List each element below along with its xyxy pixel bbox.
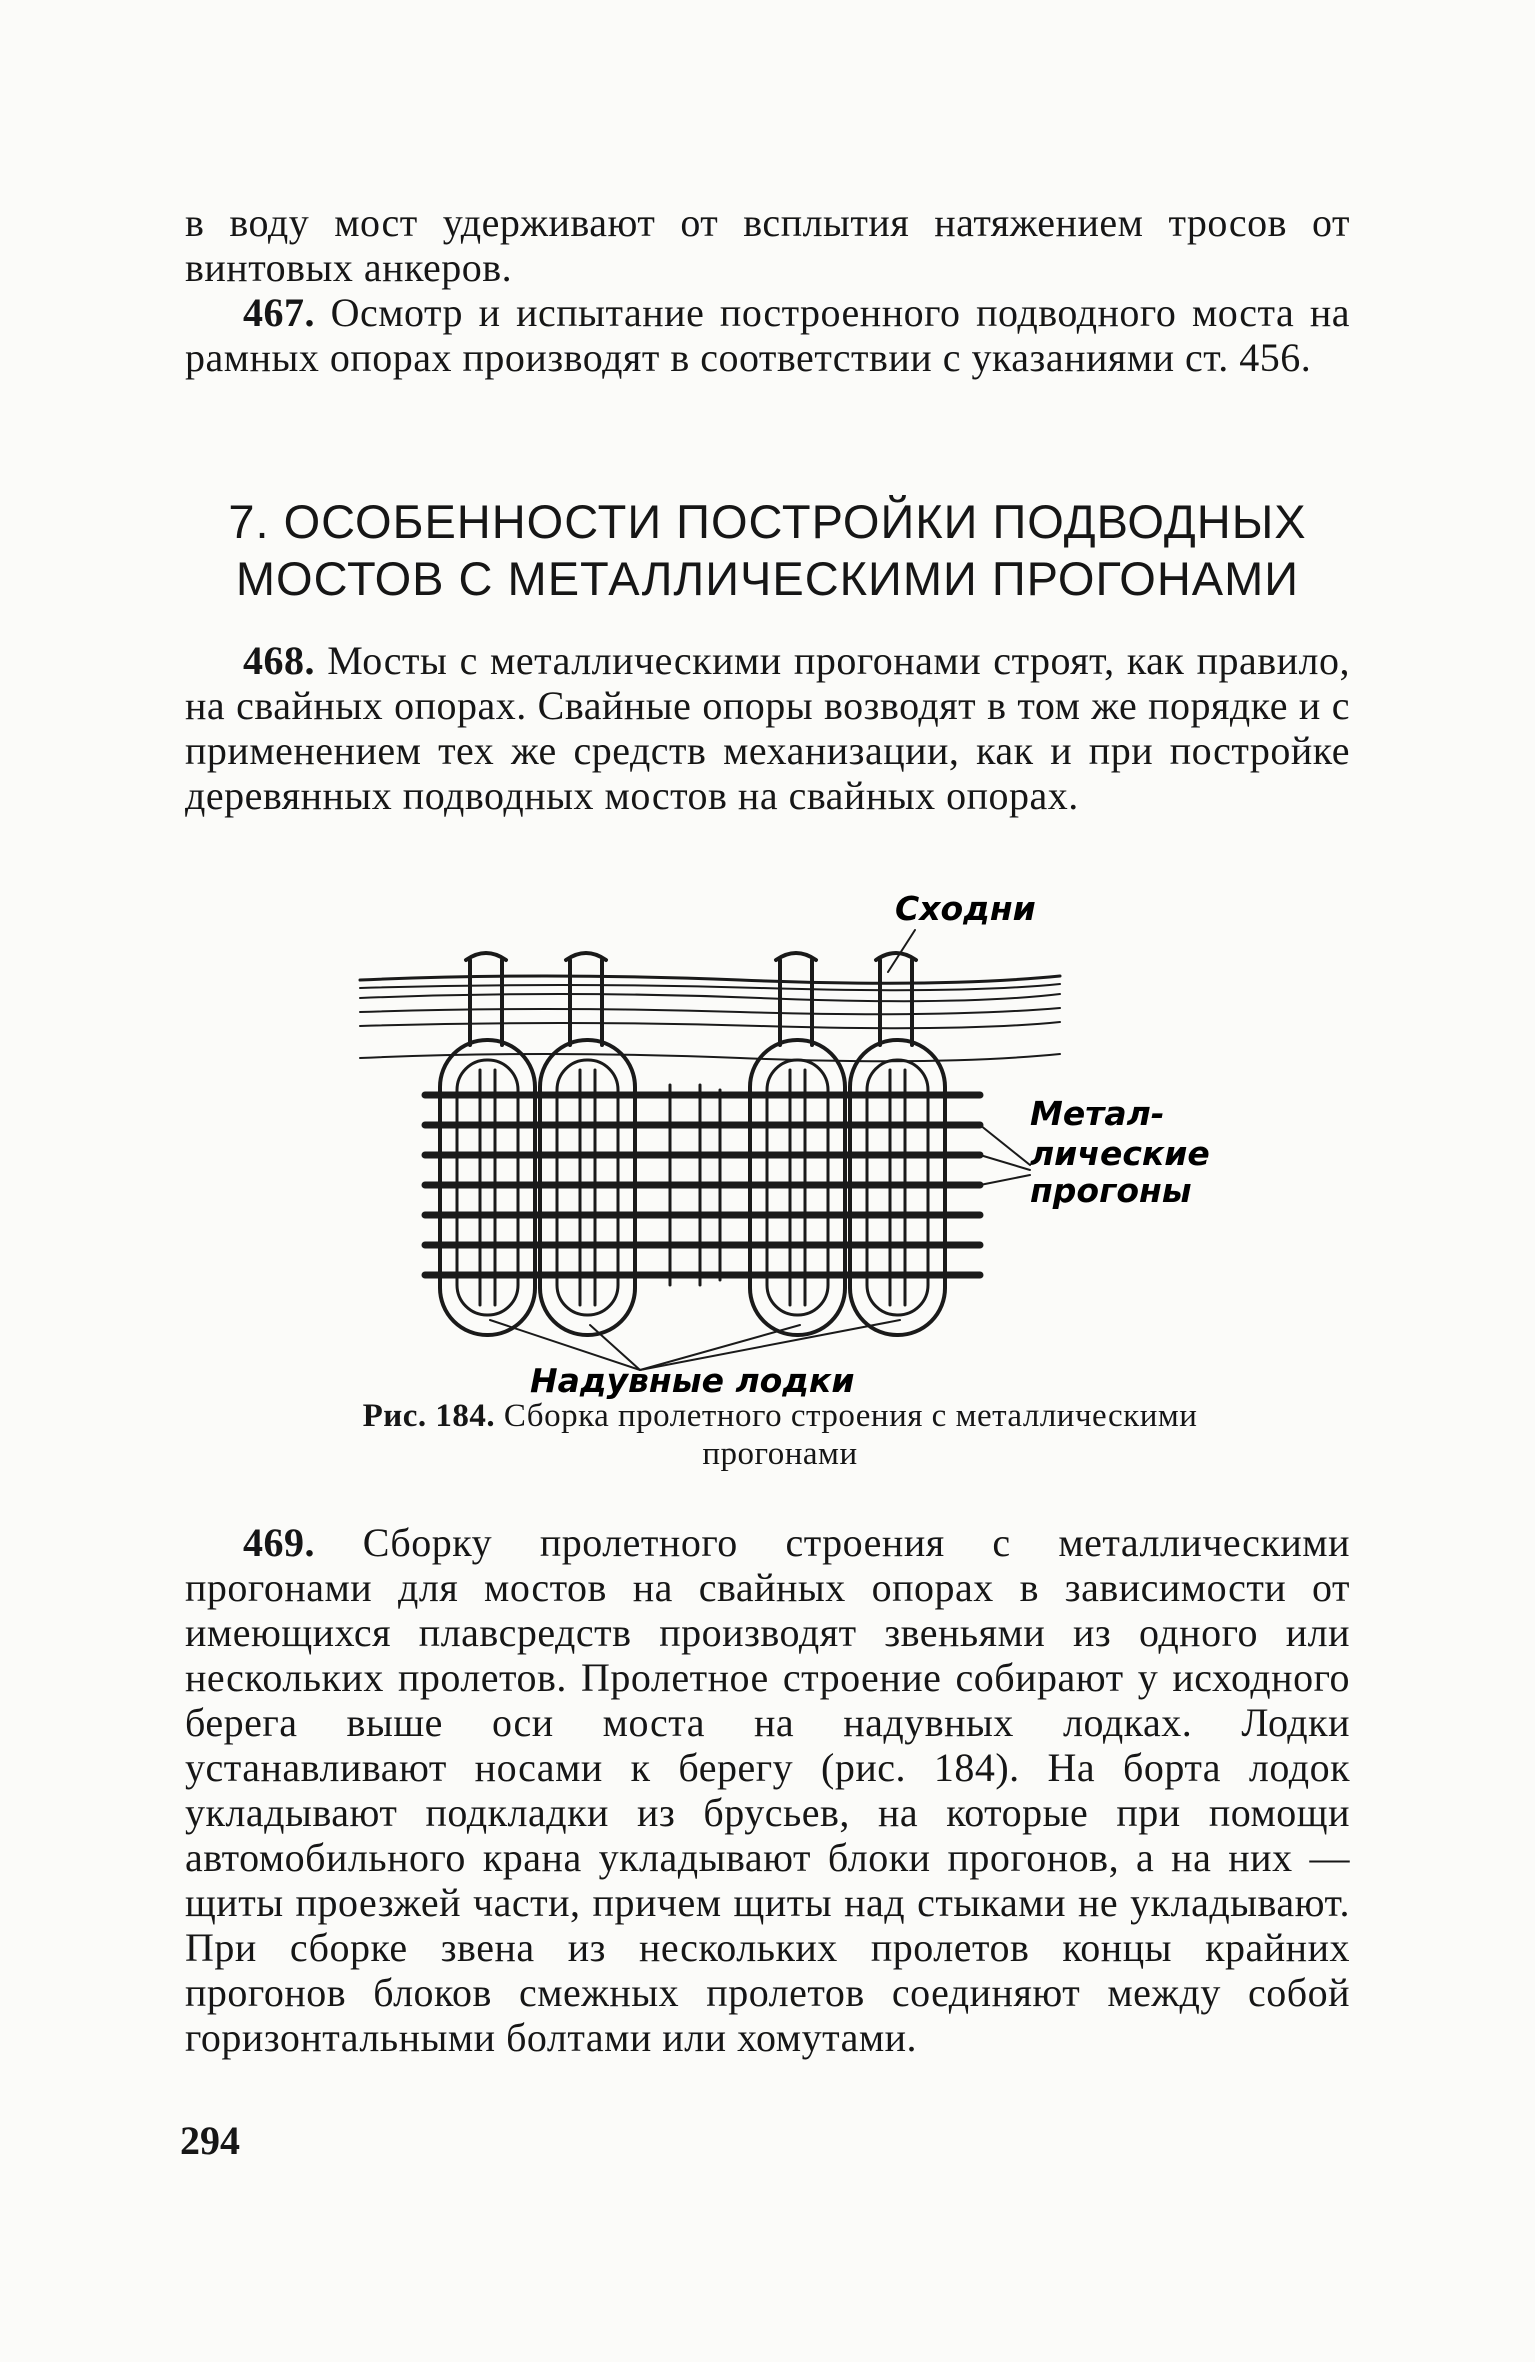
water-line [360,1022,1060,1028]
leader-lines-girders [980,1125,1030,1185]
caption-number: Рис. 184. [362,1398,496,1434]
label-metal-girders-1: Метал- [1030,1094,1165,1133]
page-number: 294 [180,2118,240,2163]
paragraph-continuation [185,200,1350,290]
paragraph-468 [185,638,1350,818]
figure-caption [340,1397,1220,1473]
label-inflatable-boats: Надувные лодки [530,1361,855,1400]
label-metal-girders-2: лические [1030,1134,1210,1173]
heading-line-1: 7. ОСОБЕННОСТИ ПОСТРОЙКИ ПОДВОДНЫХ [228,495,1307,548]
figure-184 [340,880,1220,1400]
water-line [360,1008,1060,1014]
water-line [360,984,1060,990]
water-line [360,1054,1060,1061]
paragraph-number: 469. [243,1520,315,1565]
paragraph-number: 468. [243,638,315,683]
caption-text: Сборка пролетного строения с металлическими прогонами [495,1398,1198,1472]
heading-line-2: МОСТОВ С МЕТАЛЛИЧЕСКИМИ ПРОГОНАМИ [235,552,1300,605]
paragraph-text: в воду мост удерживают от всплытия натяжением тросов от винтовых анкеров. [185,200,1350,290]
bridge-assembly-diagram [340,880,1220,1400]
paragraph-469 [185,1520,1350,2060]
paragraph-number: 467. [243,290,315,335]
paragraph-text: Сборку пролетного строения с металлическими прогонами для мостов на свайных опорах в зависимости от имеющихся плавсредств производят звеньями из одного или нескольких пролетов. Пролетное строение собирают у исходного берега выше оси моста на надувных лодках. Лодки устанавливают носами к берегу (рис. 184). На борта лодок укладывают подкладки из брусьев, на которые при помощи автомобильного крана укладывают блоки прогонов, а на них — щиты проезжей части, причем щиты над стыками не укладывают. При сборке звена из нескольких пролетов концы крайних прогонов блоков смежных пролетов соединяют между собой горизонтальными болтами или хомутами. [185,1520,1350,2060]
section-heading [185,493,1350,607]
paragraph-text: Осмотр и испытание построенного подводного моста на рамных опорах производят в соответствии с указаниями ст. 456. [185,290,1350,380]
paragraph-text: Мосты с металлическими прогонами строят, как правило, на свайных опорах. Свайные опоры возводят в том же порядке и с применением тех же средств механизации, как и при постройке деревянных подводных мостов на свайных опорах. [185,638,1350,818]
label-metal-girders-3: прогоны [1030,1171,1192,1210]
gangway-hooks [466,953,916,1045]
label-gangways: Сходни [895,889,1036,928]
water-line [360,994,1060,1001]
water-line [360,976,1060,983]
metal-girders [425,1095,980,1275]
paragraph-467 [185,290,1350,380]
